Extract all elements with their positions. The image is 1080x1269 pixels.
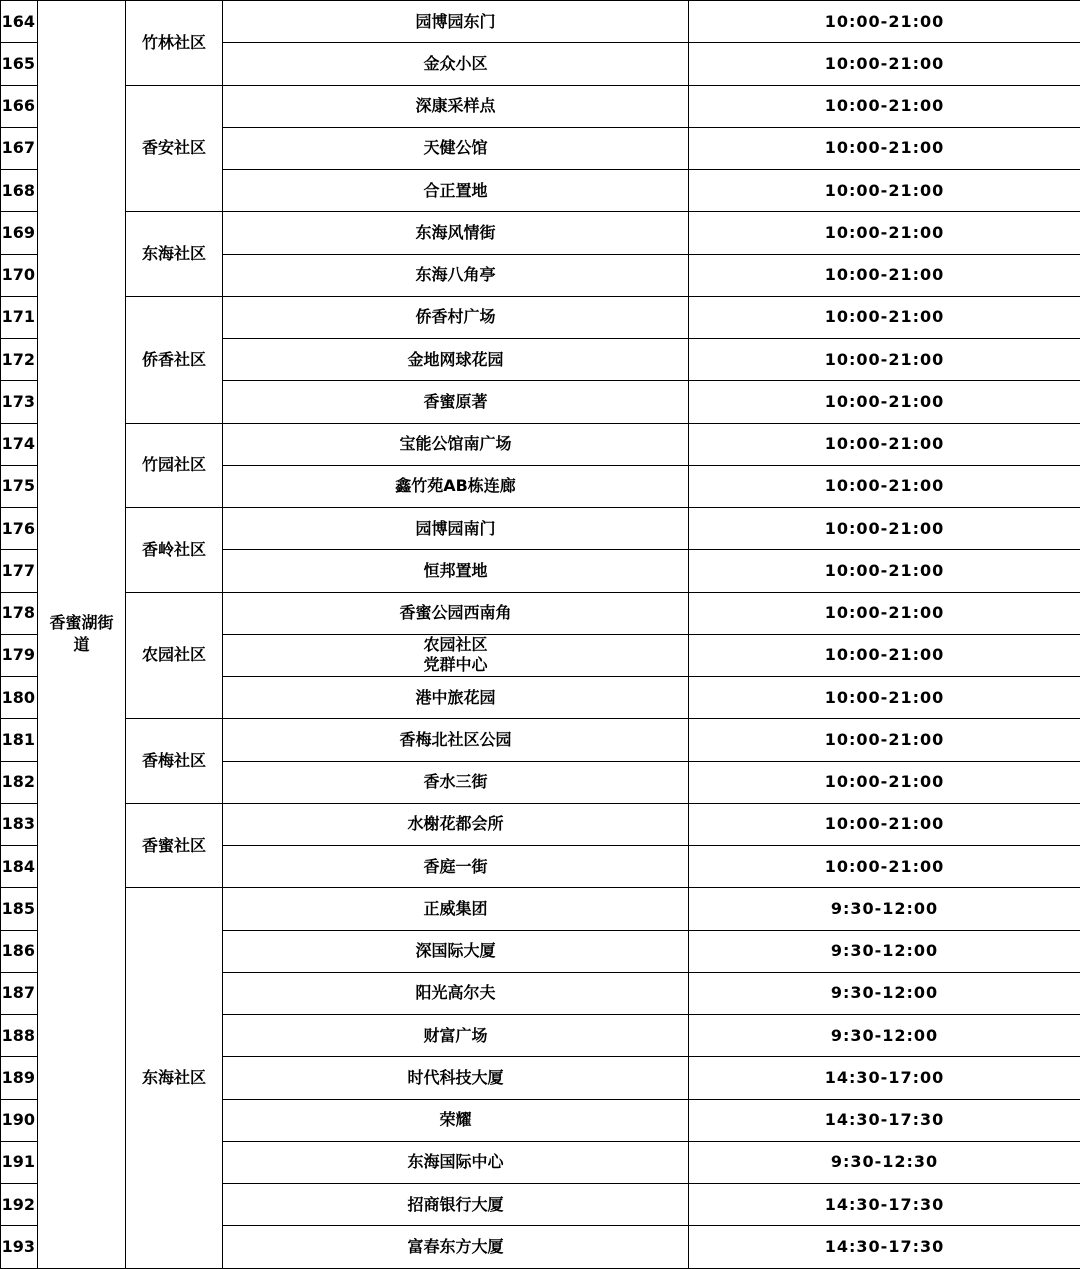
row-number: 166 [1,85,38,127]
site-name-cell: 水榭花都会所 [223,803,689,845]
community-cell: 农园社区 [126,592,223,719]
community-cell: 侨香社区 [126,296,223,423]
site-name-cell: 东海国际中心 [223,1141,689,1183]
service-hours-cell: 10:00-21:00 [689,254,1080,296]
schedule-body [1,1,1080,1269]
community-cell: 竹园社区 [126,423,223,508]
row-number: 174 [1,423,38,465]
service-hours-cell: 14:30-17:30 [689,1099,1080,1141]
service-hours-cell: 10:00-21:00 [689,1,1080,43]
community-cell: 东海社区 [126,888,223,1268]
service-hours-cell: 10:00-21:00 [689,803,1080,845]
row-number: 170 [1,254,38,296]
service-hours-cell: 9:30-12:00 [689,972,1080,1014]
row-number: 191 [1,1141,38,1183]
site-name-cell: 深康采样点 [223,85,689,127]
service-hours-cell: 9:30-12:00 [689,888,1080,930]
row-number: 190 [1,1099,38,1141]
site-name-cell: 富春东方大厦 [223,1226,689,1268]
community-cell: 东海社区 [126,212,223,297]
site-name-cell: 香蜜原著 [223,381,689,423]
site-name-cell: 香蜜公园西南角 [223,592,689,634]
site-name-cell: 香梅北社区公园 [223,719,689,761]
service-hours-cell: 10:00-21:00 [689,127,1080,169]
row-number: 192 [1,1184,38,1226]
row-number: 175 [1,465,38,507]
row-number: 178 [1,592,38,634]
row-number: 173 [1,381,38,423]
row-number: 168 [1,170,38,212]
row-number: 167 [1,127,38,169]
site-name-cell: 园博园东门 [223,1,689,43]
service-hours-cell: 10:00-21:00 [689,85,1080,127]
service-hours-cell: 10:00-21:00 [689,592,1080,634]
service-hours-cell: 10:00-21:00 [689,550,1080,592]
service-hours-cell: 10:00-21:00 [689,296,1080,338]
table-row [1,423,1080,465]
site-name-cell: 深国际大厦 [223,930,689,972]
row-number: 181 [1,719,38,761]
service-hours-cell: 14:30-17:30 [689,1226,1080,1268]
row-number: 183 [1,803,38,845]
table-row [1,1,1080,43]
service-hours-cell: 10:00-21:00 [689,212,1080,254]
row-number: 189 [1,1057,38,1099]
site-name-cell: 东海八角亭 [223,254,689,296]
row-number: 185 [1,888,38,930]
row-number: 187 [1,972,38,1014]
site-name-cell: 鑫竹苑AB栋连廊 [223,465,689,507]
service-hours-cell: 10:00-21:00 [689,677,1080,719]
site-name-cell: 正威集团 [223,888,689,930]
row-number: 176 [1,508,38,550]
table-row [1,592,1080,634]
table-row [1,508,1080,550]
service-hours-cell: 10:00-21:00 [689,719,1080,761]
site-name-cell: 东海风情街 [223,212,689,254]
site-name-cell: 侨香村广场 [223,296,689,338]
site-name-cell: 香水三街 [223,761,689,803]
service-hours-cell: 14:30-17:30 [689,1184,1080,1226]
service-hours-cell: 10:00-21:00 [689,43,1080,85]
community-cell: 香岭社区 [126,508,223,593]
service-hours-cell: 9:30-12:30 [689,1141,1080,1183]
table-row [1,296,1080,338]
site-name-cell: 农园社区 党群中心 [223,634,689,676]
service-hours-cell: 10:00-21:00 [689,381,1080,423]
site-name-cell: 荣耀 [223,1099,689,1141]
service-hours-cell: 10:00-21:00 [689,846,1080,888]
row-number: 165 [1,43,38,85]
row-number: 193 [1,1226,38,1268]
row-number: 179 [1,634,38,676]
row-number: 177 [1,550,38,592]
community-cell: 香梅社区 [126,719,223,804]
row-number: 164 [1,1,38,43]
table-row [1,85,1080,127]
site-name-cell: 招商银行大厦 [223,1184,689,1226]
row-number: 171 [1,296,38,338]
row-number: 188 [1,1015,38,1057]
service-hours-cell: 9:30-12:00 [689,1015,1080,1057]
site-name-cell: 金众小区 [223,43,689,85]
table-row [1,212,1080,254]
site-name-cell: 阳光高尔夫 [223,972,689,1014]
service-hours-cell: 10:00-21:00 [689,761,1080,803]
site-name-cell: 园博园南门 [223,508,689,550]
table-row [1,719,1080,761]
service-hours-cell: 10:00-21:00 [689,508,1080,550]
site-name-cell: 宝能公馆南广场 [223,423,689,465]
service-hours-cell: 9:30-12:00 [689,930,1080,972]
service-hours-cell: 10:00-21:00 [689,339,1080,381]
site-name-cell: 财富广场 [223,1015,689,1057]
site-name-cell: 时代科技大厦 [223,1057,689,1099]
row-number: 186 [1,930,38,972]
site-name-cell: 港中旅花园 [223,677,689,719]
row-number: 172 [1,339,38,381]
community-cell: 竹林社区 [126,1,223,86]
service-hours-cell: 10:00-21:00 [689,465,1080,507]
table-row [1,888,1080,930]
service-hours-cell: 14:30-17:00 [689,1057,1080,1099]
service-hours-cell: 10:00-21:00 [689,423,1080,465]
row-number: 182 [1,761,38,803]
site-name-cell: 香庭一街 [223,846,689,888]
site-name-cell: 天健公馆 [223,127,689,169]
table-row [1,803,1080,845]
row-number: 169 [1,212,38,254]
site-name-cell: 金地网球花园 [223,339,689,381]
site-name-cell: 恒邦置地 [223,550,689,592]
row-number: 180 [1,677,38,719]
street-name-cell: 香蜜湖街道 [38,1,126,1269]
site-name-cell: 合正置地 [223,170,689,212]
service-hours-cell: 10:00-21:00 [689,170,1080,212]
community-cell: 香安社区 [126,85,223,212]
service-hours-cell: 10:00-21:00 [689,634,1080,676]
row-number: 184 [1,846,38,888]
community-cell: 香蜜社区 [126,803,223,888]
